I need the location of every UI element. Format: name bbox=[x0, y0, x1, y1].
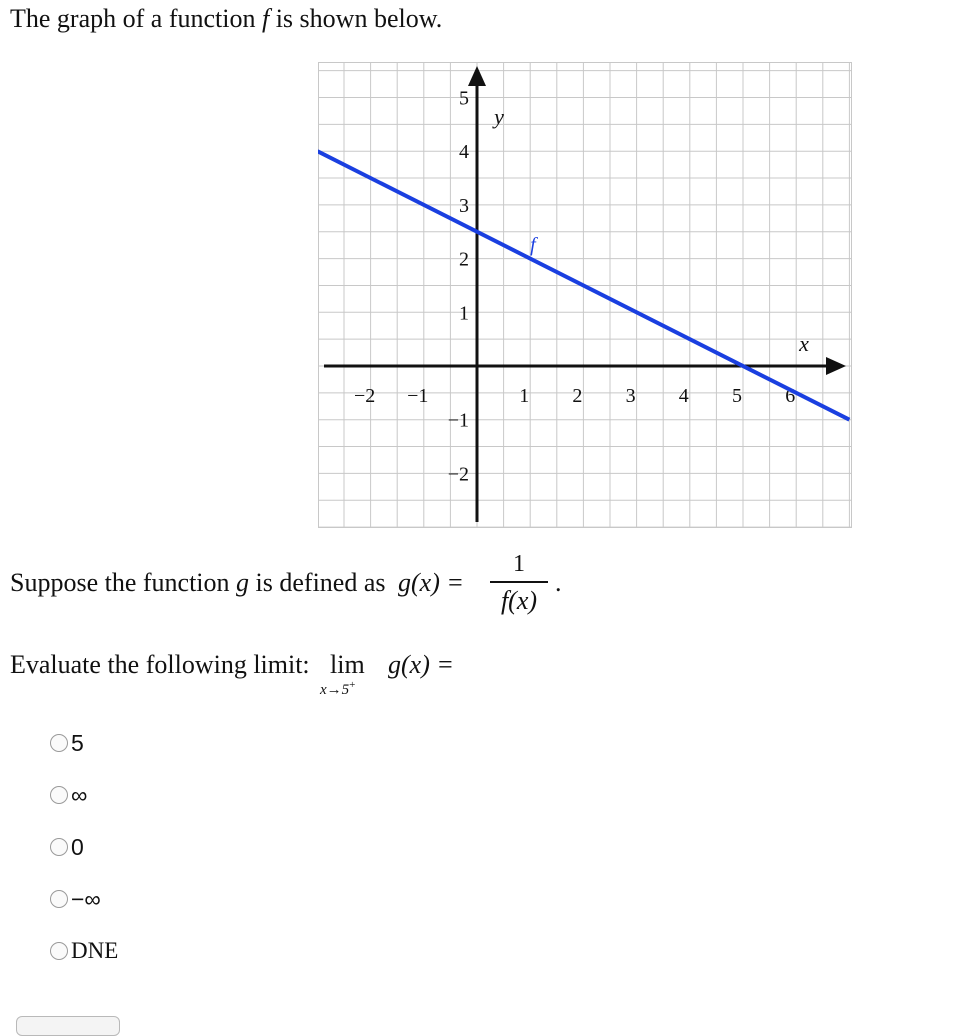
x-tick-label: 5 bbox=[732, 385, 742, 407]
x-tick-label: 1 bbox=[519, 385, 530, 407]
radio-button[interactable] bbox=[50, 942, 68, 960]
radio-button[interactable] bbox=[50, 734, 68, 752]
limit-subscript-text: x→5 bbox=[320, 682, 350, 698]
definition-period: . bbox=[555, 568, 562, 597]
intro-prefix: The graph of a function bbox=[10, 4, 262, 33]
limit-operator: lim bbox=[330, 650, 365, 679]
definition-fraction bbox=[488, 550, 550, 616]
intro-suffix: is shown below. bbox=[269, 4, 443, 33]
graph-canvas bbox=[318, 62, 852, 528]
y-tick-label: 3 bbox=[459, 194, 469, 217]
x-tick-label: −1 bbox=[407, 385, 429, 407]
intro-function-name: f bbox=[261, 4, 270, 33]
y-tick-label: −1 bbox=[447, 409, 469, 432]
grid-lines bbox=[318, 62, 852, 528]
x-tick-label: −2 bbox=[353, 385, 376, 407]
function-graph bbox=[318, 62, 852, 528]
y-tick-label: 5 bbox=[459, 87, 469, 110]
radio-button[interactable] bbox=[50, 890, 68, 908]
definition-lhs-expr: g(x) = bbox=[398, 568, 464, 597]
limit-subscript bbox=[320, 676, 355, 699]
fraction-denominator: f(x) bbox=[500, 585, 538, 615]
limit-expression bbox=[388, 648, 454, 682]
y-tick-label: 1 bbox=[459, 302, 469, 325]
x-axis-arrow bbox=[826, 357, 846, 375]
x-tick-label: 4 bbox=[678, 385, 689, 407]
radio-button[interactable] bbox=[50, 786, 68, 804]
y-tick-label: 2 bbox=[459, 248, 469, 271]
option-negative-infinity[interactable] bbox=[50, 882, 101, 916]
y-axis-arrow bbox=[468, 66, 486, 86]
definition-g: g bbox=[236, 568, 250, 597]
definition-mid: is defined as bbox=[249, 568, 386, 597]
option-label: 5 bbox=[71, 730, 84, 756]
option-label: DNE bbox=[71, 938, 119, 963]
option-dne[interactable] bbox=[50, 934, 118, 968]
submit-button[interactable] bbox=[16, 1016, 120, 1036]
limit-subscript-sup: + bbox=[349, 679, 356, 691]
fraction-numerator: 1 bbox=[513, 551, 525, 577]
option-infinity[interactable] bbox=[50, 778, 87, 812]
option-label: −∞ bbox=[71, 886, 101, 912]
definition-text bbox=[10, 566, 386, 600]
problem-intro bbox=[10, 2, 442, 36]
definition-lead: Suppose the function bbox=[10, 568, 237, 597]
option-label: 0 bbox=[71, 834, 84, 860]
radio-button[interactable] bbox=[50, 838, 68, 856]
tick-labels bbox=[354, 88, 795, 486]
option-0[interactable] bbox=[50, 830, 84, 864]
axes bbox=[324, 66, 846, 522]
x-tick-label: 3 bbox=[625, 385, 636, 407]
limit-gx: g(x) = bbox=[388, 650, 454, 679]
x-axis-label: x bbox=[799, 331, 809, 356]
fraction-bar bbox=[490, 581, 548, 583]
x-tick-label: 2 bbox=[572, 385, 583, 407]
option-5[interactable] bbox=[50, 726, 84, 760]
definition-lhs bbox=[398, 566, 464, 600]
curve-label-f: f bbox=[530, 234, 536, 257]
limit-lead: Evaluate the following limit: bbox=[10, 650, 310, 679]
option-label: ∞ bbox=[71, 782, 88, 808]
y-tick-label: 4 bbox=[459, 141, 469, 164]
x-tick-label: 6 bbox=[785, 385, 796, 407]
y-tick-label: −2 bbox=[447, 463, 469, 486]
y-axis-label: y bbox=[494, 104, 504, 129]
grid-border bbox=[319, 63, 852, 528]
